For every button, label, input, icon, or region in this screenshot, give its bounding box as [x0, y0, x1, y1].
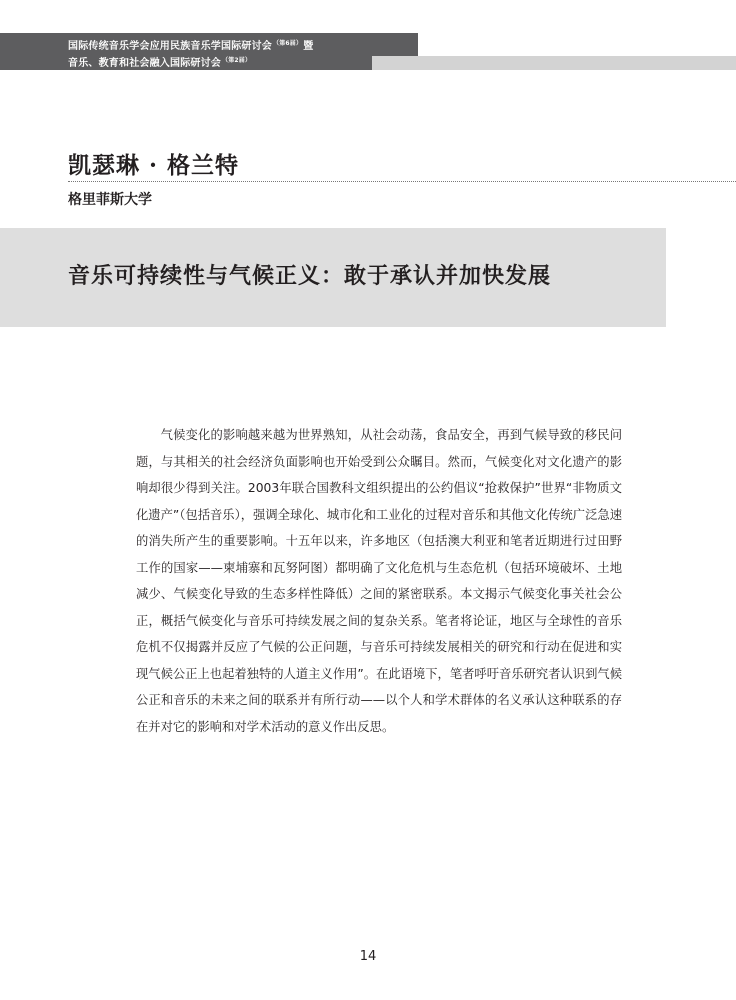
header-band-accent [372, 56, 736, 70]
running-header-line-1 [68, 37, 418, 54]
running-header [68, 37, 418, 71]
running-header-line-2-text: 音乐、教育和社会融入国际研讨会 [68, 58, 221, 69]
abstract-paragraph: 气候变化的影响越来越为世界熟知，从社会动荡，食品安全，再到气候导致的移民问题，与其相关的社会经济负面影响也开始受到公众瞩目。然而，气候变化对文化遗产的影响却很少得到关注。2003年联合国教科文组织提出的公约倡议“抢救保护”世界“非物质文化遗产”（包括音乐），强调全球化、城市化和工业化的过程对音乐和其他文化传统广泛急速的消失所产生的重要影响。十五年以来，许多地区（包括澳大利亚和笔者近期进行过田野工作的国家——柬埔寨和瓦努阿图）都明确了文化危机与生态危机（包括环境破坏、土地减少、气候变化导致的生态多样性降低）之间的紧密联系。本文揭示气候变化事关社会公正，概括气候变化与音乐可持续发展之间的复杂关系。笔者将论证，地区与全球性的音乐危机不仅揭露并反应了气候的公正问题，与音乐可持续发展相关的研究和行动在促进和实现气候公正上也起着独特的人道主义作用”。在此语境下，笔者呼吁音乐研究者认识到气候公正和音乐的未来之间的联系并有所行动——以个人和学术群体的名义承认这种联系的存在并对它的影响和对学术活动的意义作出反思。 [136, 428, 622, 734]
running-header-line-1-edition: （第6届） [273, 40, 303, 47]
author-divider [68, 181, 736, 182]
running-header-line-2-edition: （第2届） [222, 57, 252, 64]
author-affiliation: 格里菲斯大学 [68, 192, 152, 208]
page-number: 14 [359, 949, 377, 964]
running-header-line-2 [68, 54, 418, 71]
running-header-line-1-suffix: 暨 [303, 41, 314, 52]
running-header-line-1-text: 国际传统音乐学会应用民族音乐学国际研讨会 [68, 41, 272, 52]
author-name: 凯瑟琳 · 格兰特 [68, 152, 240, 179]
article-title: 音乐可持续性与气候正义：敢于承认并加快发展 [68, 263, 552, 289]
